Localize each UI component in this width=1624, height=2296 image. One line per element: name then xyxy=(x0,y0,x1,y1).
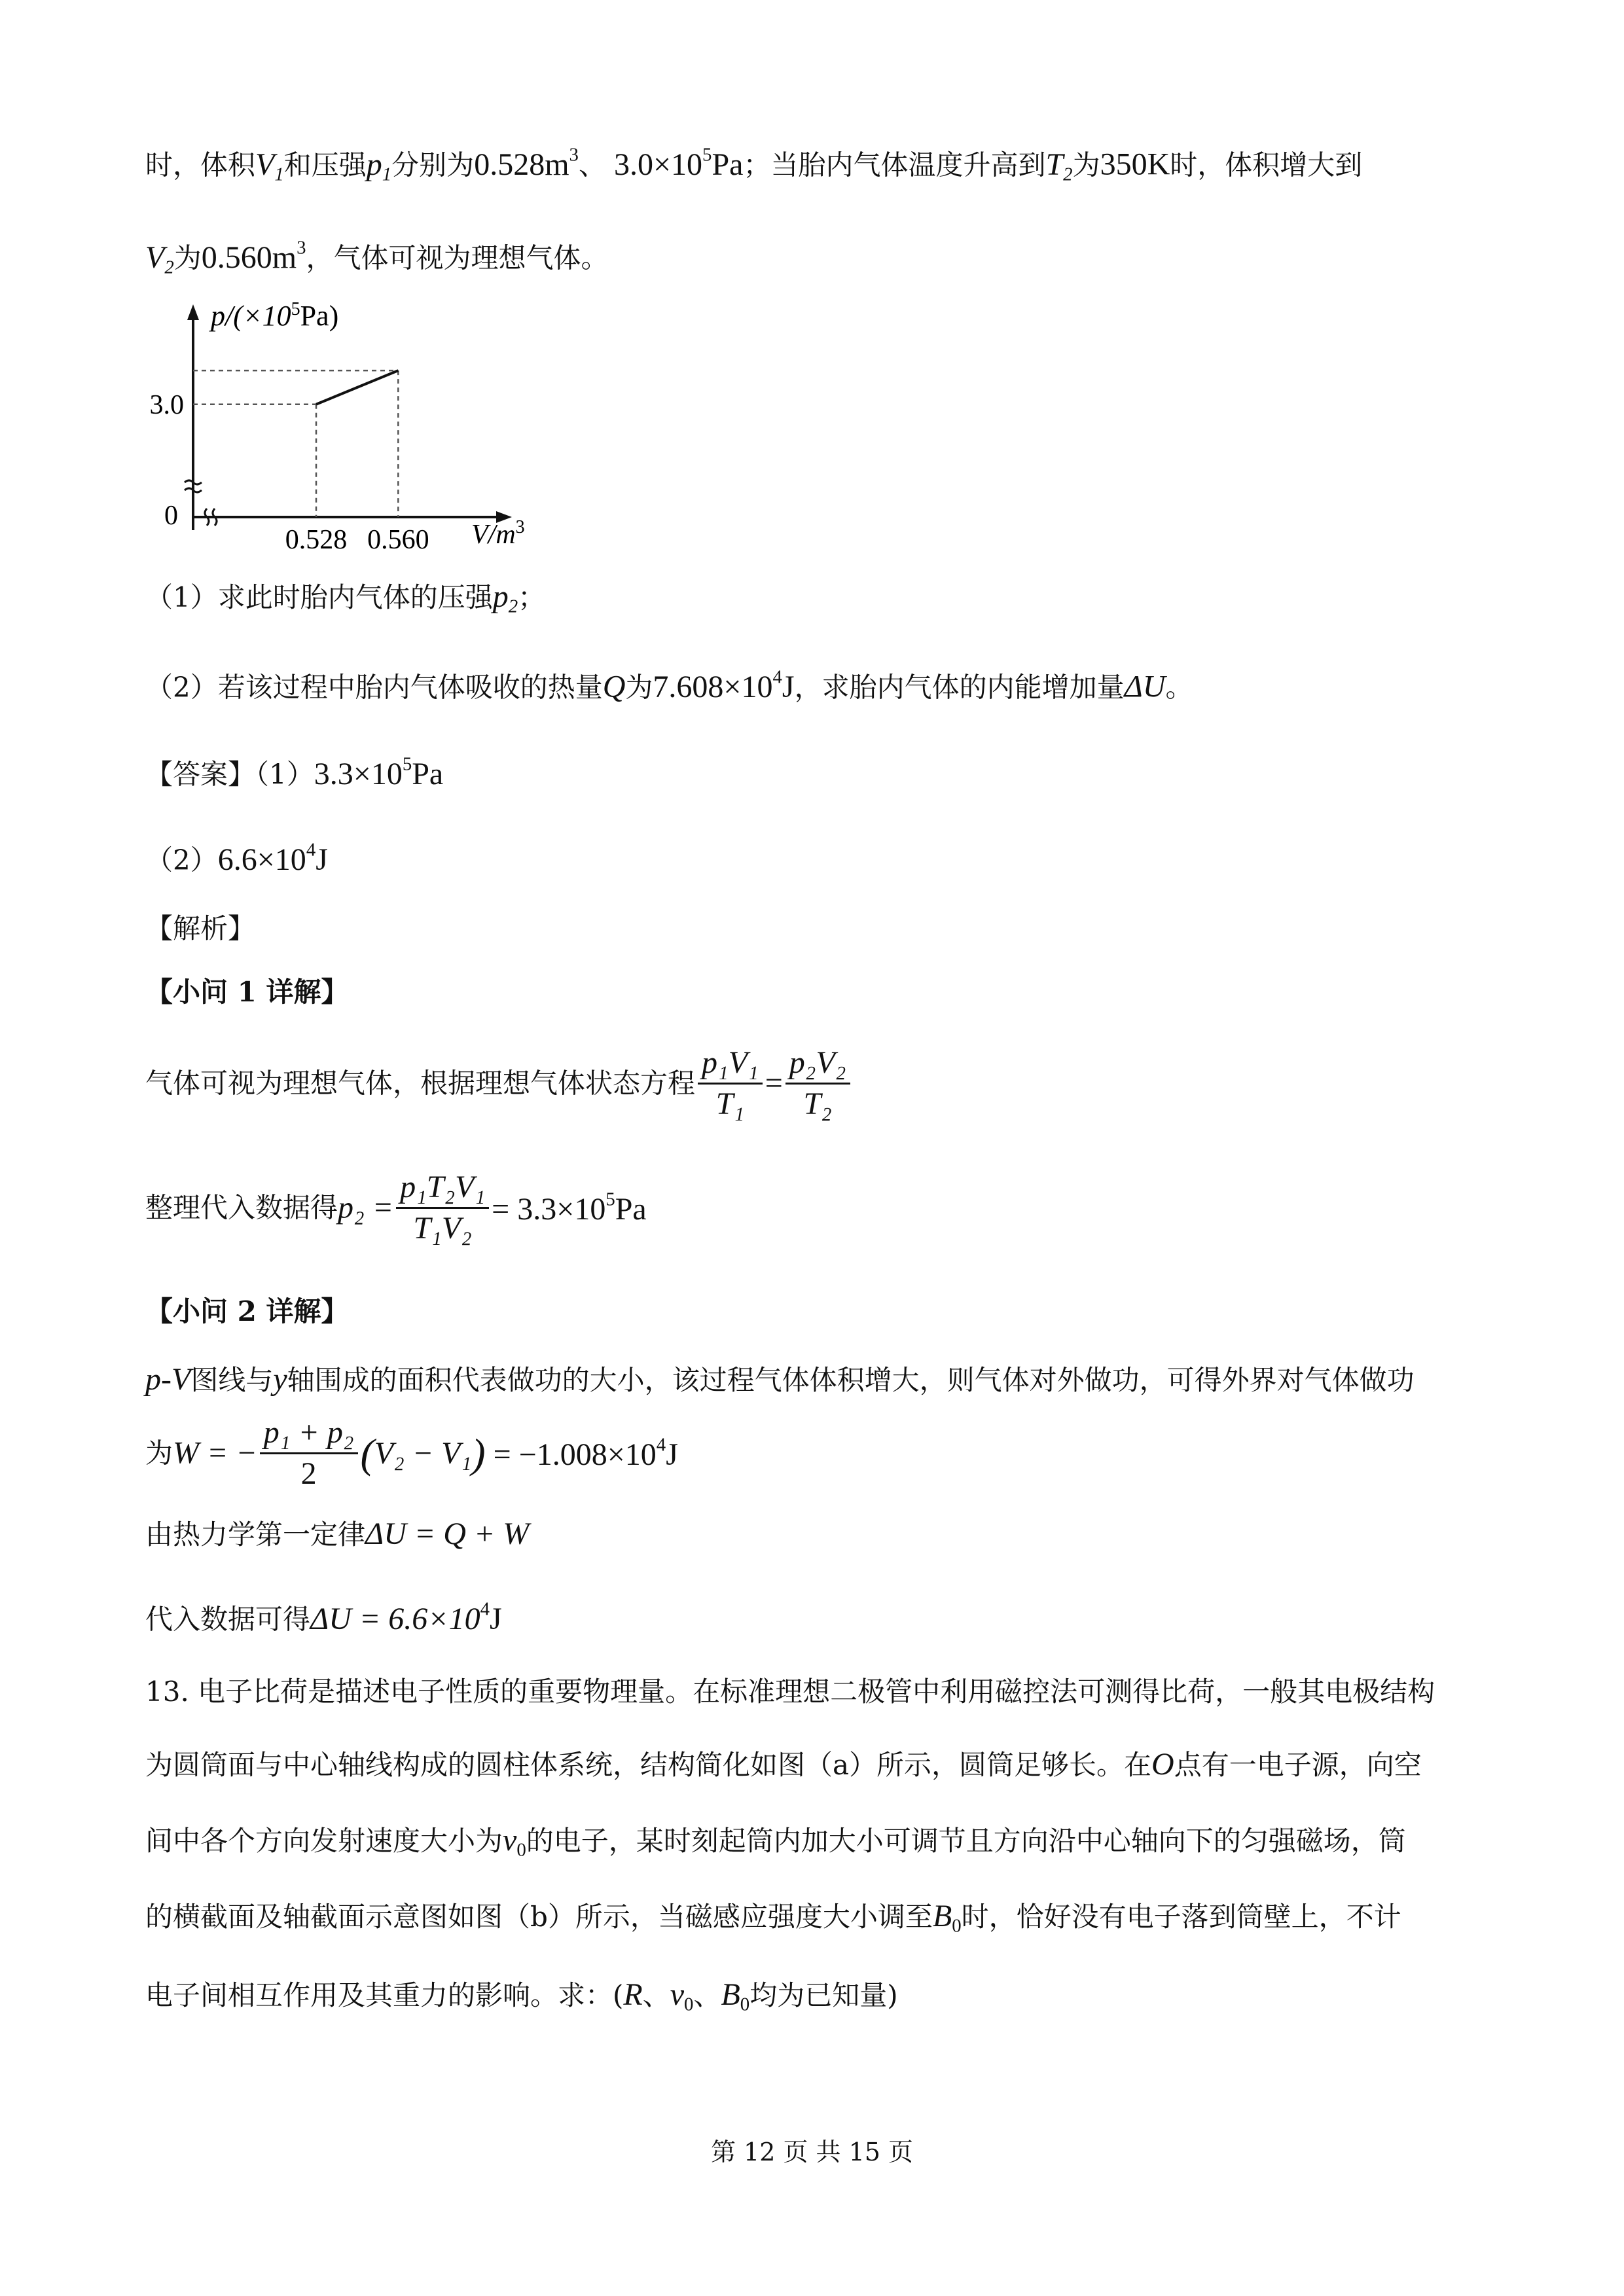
answer-2-value: $6.6\times 10^4J$ xyxy=(217,839,328,877)
text-segment: 间中各个方向发射速度大小为 xyxy=(145,1825,503,1857)
fraction: $\frac{\text{p₁ + p₂}}{2}$ xyxy=(260,1417,358,1490)
text-segment: 为圆筒面与中心轴线构成的圆柱体系统，结构简化如图（a）所示，圆筒足够长。在 xyxy=(145,1749,1152,1781)
heat-symbol: Q xyxy=(602,669,626,704)
sub-question-1-heading: 【小问 1 详解】 xyxy=(145,976,349,1008)
analysis-step-5 xyxy=(145,1518,529,1550)
text-segment: 的电子，某时刻起筒内加大小可调节且方向沿中心轴向下的匀强磁场，筒 xyxy=(526,1825,1406,1857)
problem-13-line-3 xyxy=(145,1825,1406,1859)
text-segment: ； xyxy=(518,581,546,613)
text-segment: 轴围成的面积代表做功的大小，该过程气体体积增大，则气体对外做功，可得外界对气体做功 xyxy=(287,1364,1415,1396)
temperature-value: 350K xyxy=(1100,147,1170,182)
text-segment: 气体可视为理想气体，根据理想气体状态方程 xyxy=(145,1067,696,1100)
pv-diagram xyxy=(131,298,550,560)
text-segment: 图线与 xyxy=(190,1364,274,1396)
text-segment: ，求胎内气体的内能增加量 xyxy=(794,671,1125,704)
volume-value: $0.560m^3$ xyxy=(201,237,306,275)
first-law-equation: ΔU = Q + W xyxy=(365,1516,530,1551)
fraction: $\frac{\text{p₁V₁}}{\text{T₁}}$ xyxy=(698,1047,763,1120)
analysis-step-2 xyxy=(145,1172,647,1244)
text-segment: 、 xyxy=(578,149,606,181)
text-segment: 分别为 xyxy=(391,149,475,181)
answer-1-value: $3.3\times 10^5Pa$ xyxy=(314,753,444,791)
problem-text-line-1 xyxy=(145,145,1362,184)
equation-rhs: = $3.3\times 10^5Pa$ xyxy=(492,1189,647,1227)
x-tick-label-0.560: 0.560 xyxy=(367,525,429,555)
text-segment: 代入数据可得 xyxy=(145,1603,311,1636)
answer-label: （1） xyxy=(255,758,314,791)
answer-tag: 【答案】 xyxy=(145,758,256,791)
work-equation-rhs: = $-1.008\times 10^4J$ xyxy=(493,1434,678,1473)
text-segment: 。 xyxy=(1165,671,1193,704)
internal-energy-symbol: ΔU xyxy=(1124,669,1166,704)
text-segment: ；当胎内气体温度升高到 xyxy=(743,149,1046,181)
origin-label: 0 xyxy=(164,501,178,531)
text-segment: 、 xyxy=(693,1979,721,2011)
text-segment: 为 xyxy=(173,242,202,274)
velocity-symbol: $v_0$ xyxy=(670,1977,694,2015)
heat-value: $7.608\times 10^4J$ xyxy=(653,666,795,704)
analysis-step-1 xyxy=(145,1047,853,1120)
problem-13-line-2 xyxy=(145,1749,1422,1780)
text-segment: 为 xyxy=(1072,149,1100,181)
x-axis-label: $V/m^3$ xyxy=(471,517,525,550)
text-segment: 电子间相互作用及其重力的影响。求：( xyxy=(145,1979,624,2011)
page-footer: 第 12 页 共 15 页 xyxy=(710,2138,914,2166)
text-segment: 和压强 xyxy=(283,149,367,181)
answer-1 xyxy=(145,755,443,790)
y-axis xyxy=(187,304,199,530)
text-segment: 、 xyxy=(642,1979,670,2011)
question-1 xyxy=(145,581,545,616)
fraction: $\frac{\text{p₂V₂}}{\text{T₂}}$ xyxy=(785,1047,850,1120)
process-line xyxy=(316,370,398,404)
question-2-text: （2）若该过程中胎内气体吸收的热量 xyxy=(145,671,603,704)
equation-lhs: p₂ = xyxy=(338,1190,394,1225)
pressure-symbol: $p_1$ xyxy=(366,147,392,185)
pv-label: p-V xyxy=(145,1362,191,1397)
y-symbol: y xyxy=(273,1362,287,1397)
text-segment: 为 xyxy=(145,1437,173,1469)
text-segment: 为 xyxy=(625,671,653,704)
text-segment: 时，恰好没有电子落到筒壁上，不计 xyxy=(961,1901,1401,1933)
work-equation-lhs: W = − xyxy=(173,1435,257,1471)
answer-2 xyxy=(145,840,328,876)
analysis-step-6 xyxy=(145,1600,502,1635)
field-symbol: $B_0$ xyxy=(721,1977,750,2015)
volume-value: $0.528m^3$ xyxy=(474,144,579,182)
volume-symbol: $V_2$ xyxy=(145,240,174,278)
radius-symbol: R xyxy=(623,1977,643,2012)
text-segment: 点有一电子源，向空 xyxy=(1174,1749,1422,1781)
text-segment: 时，体积增大到 xyxy=(1170,149,1363,181)
x-axis xyxy=(193,511,512,523)
text-segment: 由热力学第一定律 xyxy=(145,1518,366,1551)
problem-13-line-4 xyxy=(145,1901,1401,1935)
problem-text-line-2 xyxy=(145,238,609,277)
text-segment: 的横截面及轴截面示意图如图（b）所示，当磁感应强度大小调至 xyxy=(145,1901,933,1933)
pressure-value: $3.0\times 10^5Pa$ xyxy=(613,144,744,182)
answer-label: （2） xyxy=(145,844,218,876)
text-segment: 整理代入数据得 xyxy=(145,1191,338,1224)
y-tick-label-3.0: 3.0 xyxy=(149,389,184,420)
text-segment: ，气体可视为理想气体。 xyxy=(306,242,609,274)
pressure-symbol: $p_2$ xyxy=(492,579,518,617)
result-equation: $\Delta U = 6.6\times 10^4J$ xyxy=(310,1598,502,1636)
x-tick-label-0.528: 0.528 xyxy=(285,525,348,555)
field-symbol: $B_0$ xyxy=(932,1899,962,1937)
sub-question-2-heading: 【小问 2 详解】 xyxy=(145,1295,349,1327)
fraction: $\frac{\text{p₁T₂V₁}}{\text{T₁V₂}}$ xyxy=(396,1172,489,1244)
analysis-step-4 xyxy=(145,1417,678,1490)
equals-sign: = xyxy=(765,1066,783,1101)
analysis-step-3 xyxy=(145,1364,1415,1395)
problem-13-line-1: 13. 电子比荷是描述电子性质的重要物理量。在标准理想二极管中利用磁控法可测得比荷，一般其电极结构 xyxy=(145,1676,1435,1708)
text-segment: 时，体积 xyxy=(145,149,256,181)
question-1-text: （1）求此时胎内气体的压强 xyxy=(145,581,493,613)
text-segment: 均为已知量) xyxy=(749,1979,898,2011)
problem-13-line-5 xyxy=(145,1979,898,2014)
point-o-symbol: O xyxy=(1151,1747,1174,1782)
analysis-tag: 【解析】 xyxy=(145,912,256,944)
temperature-symbol: $T_2$ xyxy=(1045,147,1073,185)
velocity-symbol: $v_0$ xyxy=(503,1823,526,1861)
volume-difference: (V₂ − V₁) xyxy=(360,1429,486,1477)
volume-symbol: $V_1$ xyxy=(255,147,284,185)
question-2 xyxy=(145,668,1193,703)
y-axis-label: $p/(\times 10^5Pa)$ xyxy=(211,299,339,332)
